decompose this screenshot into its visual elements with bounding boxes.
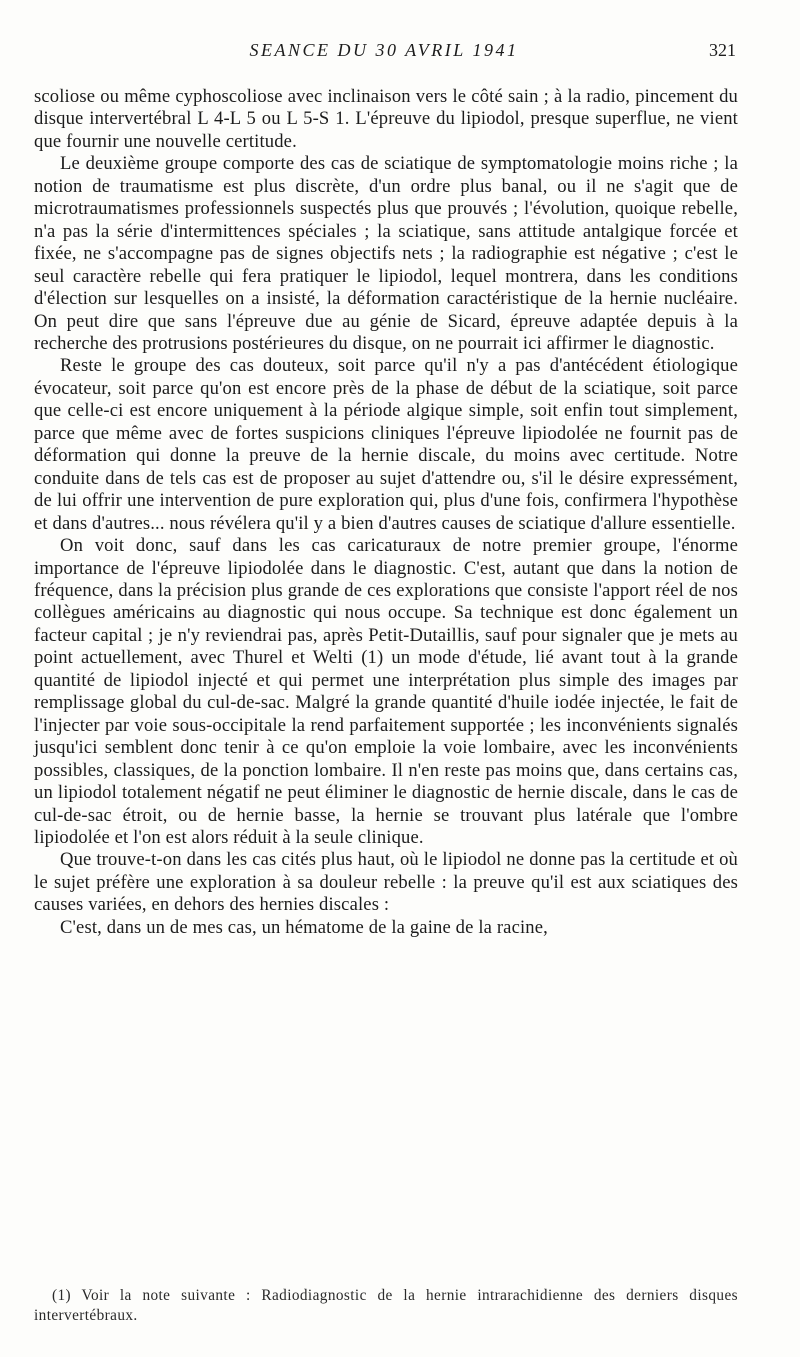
paragraph: scoliose ou même cyphoscoliose avec inclinaison vers le côté sain ; à la radio, pincement du disque intervertébral L 4-L 5 ou L 5-S 1. L'épreuve du lipiodol, presque superflue, ne vient que fournir une nouvelle certitude.: [34, 86, 738, 152]
paragraph: Que trouve-t-on dans les cas cités plus haut, où le lipiodol ne donne pas la certitude et où le sujet préfère une exploration à sa douleur rebelle : la preuve qu'il est aux sciatiques des causes variées, en dehors des hernies discales :: [34, 849, 738, 916]
page-number: 321: [709, 40, 736, 60]
footnote-text: Voir la note suivante : Radiodiagnostic de la hernie intrarachidienne des derniers disques intervertébraux.: [34, 1287, 738, 1324]
paragraph: C'est, dans un de mes cas, un hématome de la gaine de la racine,: [60, 916, 548, 938]
footnote: [34, 1286, 738, 1326]
paragraph: Reste le groupe des cas douteux, soit parce qu'il n'y a pas d'antécédent étiologique évocateur, soit parce qu'on est encore près de la phase de début de la sciatique, soit parce que celle-ci est encore uniquement à la période algique simple, soit enfin tout simplement, parce que même avec de fortes suspicions cliniques l'épreuve lipiodolée ne fournit pas de déformation qui donne la preuve de la hernie discale, du moins avec certitude. Notre conduite dans de tels cas est de proposer au sujet d'attendre ou, s'il le désire expressément, de lui offrir une intervention de pure exploration qui, plus d'une fois, confirmera l'hypothèse et dans d'autres... nous révélera qu'il y a bien d'autres causes de sciatique d'allure essentielle.: [34, 355, 738, 534]
paragraph: Le deuxième groupe comporte des cas de sciatique de symptomatologie moins riche ; la notion de traumatisme est plus discrète, d'un ordre plus banal, ou il ne s'agit que de microtraumatismes professionnels suspectés plus que prouvés ; l'évolution, quoique rebelle, n'a pas la série d'intermittences spéciales ; la sciatique, sans attitude antalgique forcée et fixée, ne s'accompagne pas de signes objectifs nets ; la radiographie est négative ; c'est le seul caractère rebelle qui fera pratiquer le lipiodol, lequel montrera, dans les conditions d'élection sur lesquelles on a insisté, la déformation caractéristique de la hernie nucléaire. On peut dire que sans l'épreuve due au génie de Sicard, épreuve adaptée depuis à la recherche des protrusions postérieures du disque, on ne pourrait ici affirmer le diagnostic.: [34, 153, 738, 354]
paragraph: On voit donc, sauf dans les cas caricaturaux de notre premier groupe, l'énorme importance de l'épreuve lipiodolée dans le diagnostic. C'est, autant que dans la notion de fréquence, dans la précision plus grande de ces explorations que consiste l'apport réel de nos collègues américains au diagnostic qui nous occupe. Sa technique est donc également un facteur capital ; je n'y reviendrai pas, après Petit-Dutaillis, sauf pour signaler que je mets au point actuellement, avec Thurel et Welti (1) un mode d'étude, lié avant tout à la grande quantité de lipiodol injecté et qui permet une interprétation plus simple des images par remplissage global du cul-de-sac. Malgré la grande quantité d'huile iodée injectée, le fait de l'injecter par voie sous-occipitale la rend parfaitement supportée ; les inconvénients signalés jusqu'ici semblent donc tenir à ce qu'on emploie la voie lombaire, avec les inconvénients possibles, classiques, de la ponction lombaire. Il n'en reste pas moins que, dans certains cas, un lipiodol totalement négatif ne peut éliminer le diagnostic de hernie discale, dans le cas de cul-de-sac étroit, ou de hernie basse, la hernie se trouvant plus latérale que l'ombre lipiodolée et l'on est alors réduit à la seule clinique.: [34, 535, 738, 848]
footnote-marker: (1): [52, 1287, 72, 1304]
running-title: SEANCE DU 30 AVRIL 1941: [249, 40, 519, 60]
running-header: [32, 40, 736, 70]
body-text: [34, 86, 738, 939]
